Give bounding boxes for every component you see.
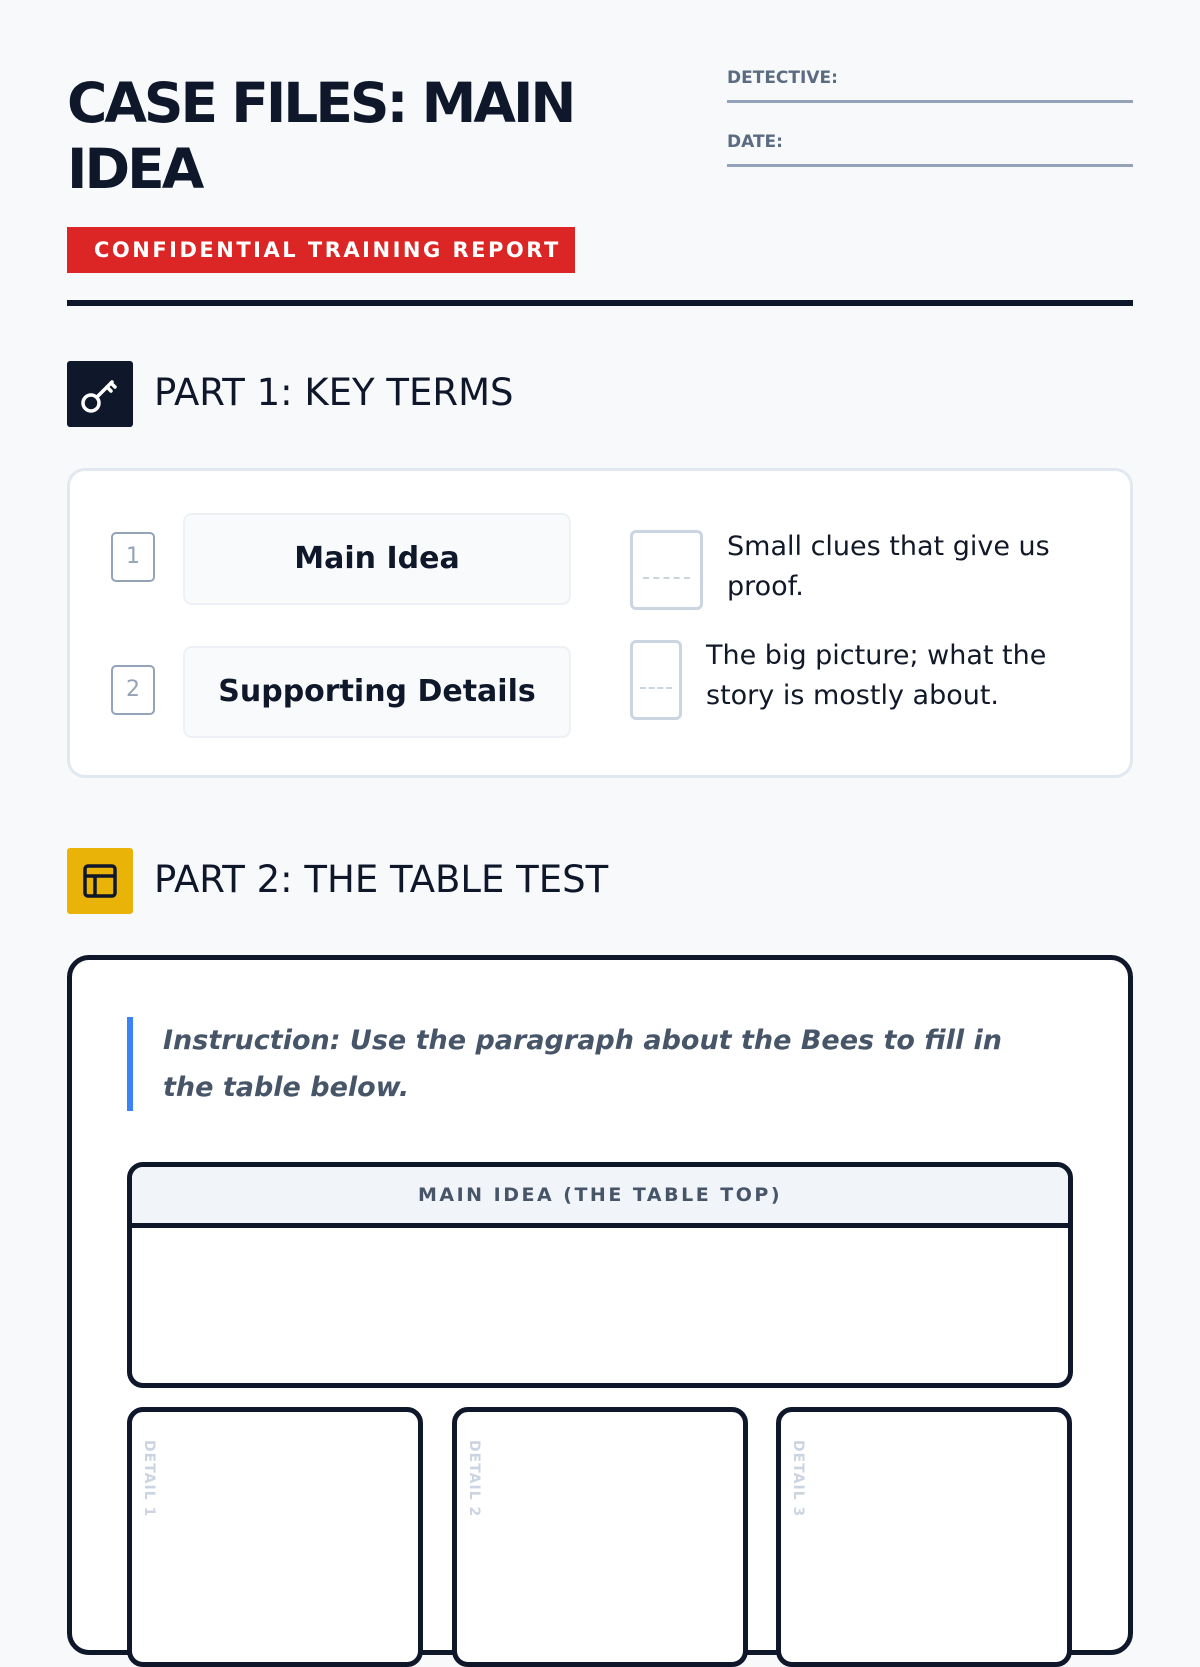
main-idea-tabletop[interactable] <box>127 1162 1073 1388</box>
detail-label-3: DETAIL 3 <box>790 1440 806 1518</box>
detail-box-1[interactable] <box>127 1407 423 1667</box>
part1-title: PART 1: KEY TERMS <box>154 371 514 414</box>
detail-label-2: DETAIL 2 <box>466 1440 482 1518</box>
key-icon <box>67 361 133 427</box>
instruction-text: Instruction: Use the paragraph about the Bees to fill in the table below. <box>127 1017 1057 1111</box>
answer-box-2[interactable] <box>630 640 682 720</box>
answer-line <box>643 577 690 579</box>
detail-label-1: DETAIL 1 <box>141 1440 157 1518</box>
table-test-card <box>67 955 1133 1655</box>
tabletop-header: MAIN IDEA (THE TABLE TOP) <box>132 1167 1068 1228</box>
answer-box-1[interactable] <box>630 530 703 610</box>
header-divider <box>67 300 1133 306</box>
term-supporting-details: Supporting Details <box>183 646 571 738</box>
key-terms-card <box>67 468 1133 778</box>
detail-box-3[interactable] <box>776 1407 1072 1667</box>
table-layout-icon <box>67 848 133 914</box>
part2-title: PART 2: THE TABLE TEST <box>154 858 609 901</box>
page-title: CASE FILES: MAIN IDEA <box>67 71 574 201</box>
confidential-badge: CONFIDENTIAL TRAINING REPORT <box>67 227 575 273</box>
definition-1: Small clues that give us proof. <box>727 531 1050 602</box>
date-label: DATE: <box>727 132 783 152</box>
term-number-1: 1 <box>111 532 155 582</box>
answer-line <box>640 687 672 689</box>
term-number-2: 2 <box>111 665 155 715</box>
worksheet-page <box>67 0 1133 1600</box>
term-main-idea: Main Idea <box>183 513 571 605</box>
detail-box-2[interactable] <box>452 1407 748 1667</box>
detective-label: DETECTIVE: <box>727 68 838 88</box>
date-field[interactable] <box>727 132 1133 167</box>
definition-2: The big picture; what the story is mostly about. <box>706 640 1047 711</box>
detective-field[interactable] <box>727 68 1133 103</box>
